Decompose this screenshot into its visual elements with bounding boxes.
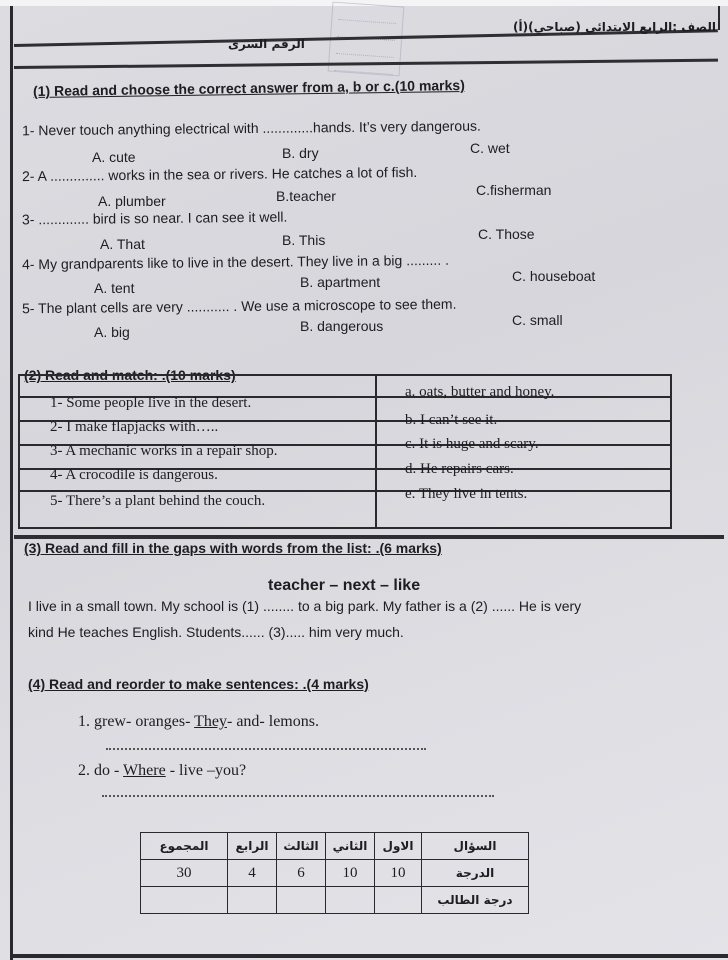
page-border-left <box>10 6 13 960</box>
passage-line-2: kind He teaches English. Students...... (3)..... him very much. <box>28 624 404 640</box>
score-table <box>140 832 529 914</box>
q4-option-a: A. tent <box>94 280 135 296</box>
secret-number-label: الرقم السرى <box>228 37 305 51</box>
match-left-5: 5- There’s a plant behind the couch. <box>50 493 266 509</box>
answer-line-2[interactable] <box>102 795 494 797</box>
q5-option-c: C. small <box>512 312 563 328</box>
q1-option-a: A. cute <box>92 149 136 165</box>
q2-option-b: B.teacher <box>276 188 336 204</box>
item-text: do - <box>94 762 124 779</box>
match-left-1: 1- Some people live in the desert. <box>50 395 252 411</box>
match-left-4: 4- A crocodile is dangerous. <box>50 467 218 483</box>
match-left-3: 3- A mechanic works in a repair shop. <box>50 443 278 459</box>
q4-option-c: C. houseboat <box>512 268 596 284</box>
q4-stem: 4- My grandparents like to live in the desert. They live in a big ......... . <box>21 251 450 273</box>
student-total-cell[interactable] <box>141 887 228 914</box>
grade-first: 10 <box>375 860 422 887</box>
page-border-bottom <box>10 954 728 958</box>
grade-label: الدرجة <box>422 860 529 887</box>
grade-fourth: 4 <box>228 860 277 887</box>
q2-option-c: C.fisherman <box>476 182 552 198</box>
match-table <box>18 374 672 529</box>
answer-line-1[interactable] <box>106 748 426 750</box>
match-right-e: e. They live in tents. <box>405 486 528 502</box>
match-row-line <box>20 490 670 492</box>
item-text: - and- lemons. <box>226 713 319 730</box>
q1-option-c: C. wet <box>470 140 510 156</box>
page-border-right <box>718 6 720 30</box>
q3-stem: 3- ............. bird is so near. I can see it well. <box>21 208 288 228</box>
grade-total: 30 <box>141 860 228 887</box>
q5-option-a: A. big <box>94 324 130 340</box>
word-list: teacher – next – like <box>268 577 421 594</box>
section2-bottom-rule <box>14 535 724 539</box>
header-fourth: الرابع <box>228 833 277 860</box>
header-total: المجموع <box>141 833 228 860</box>
reorder-item-1 <box>78 713 319 731</box>
score-grade-row <box>141 860 529 887</box>
student-fourth-cell[interactable] <box>228 887 277 914</box>
item-text: grew- oranges- <box>94 713 195 730</box>
grade-third: 6 <box>277 860 326 887</box>
grade-second: 10 <box>326 860 375 887</box>
match-right-c: c. It is huge and scary. <box>405 436 539 452</box>
reorder-item-2 <box>78 762 246 780</box>
student-second-cell[interactable] <box>326 887 375 914</box>
q5-stem: 5- The plant cells are very ........... . We use a microscope to see them. <box>21 295 457 317</box>
q4-option-b: B. apartment <box>300 274 381 290</box>
q2-stem: 2- A .............. works in the sea or rivers. He catches a lot of fish. <box>21 163 418 185</box>
student-grade-label: درجة الطالب <box>422 887 529 914</box>
q1-option-b: B. dry <box>282 145 319 161</box>
header-second: الثاني <box>326 833 375 860</box>
item-number: 1. <box>78 713 90 730</box>
q3-option-a: A. That <box>100 236 145 252</box>
section4-title: (4) Read and reorder to make sentences: .(4 marks) <box>28 676 369 692</box>
header-question: السؤال <box>422 833 529 860</box>
item-number: 2. <box>78 762 90 779</box>
item-underlined-word: They <box>194 713 227 730</box>
q5-option-b: B. dangerous <box>300 318 384 334</box>
class-label: الصف :الرابع الابتدائي (صباحي)(أ) <box>513 20 716 34</box>
match-right-a: a. oats, butter and honey. <box>405 384 555 400</box>
item-underlined-word: Where <box>123 762 166 779</box>
match-right-d: d. He repairs cars. <box>405 461 514 477</box>
score-student-row <box>141 887 529 914</box>
passage-line-1: I live in a small town. My school is (1) ........ to a big park. My father is a (2) ...... He is very <box>28 598 582 614</box>
match-right-b: b. I can’t see it. <box>405 412 498 428</box>
q2-option-a: A. plumber <box>98 193 166 209</box>
match-left-2: 2- I make flapjacks with….. <box>50 419 219 435</box>
student-first-cell[interactable] <box>375 887 422 914</box>
header-first: الاول <box>375 833 422 860</box>
section1-title: (1) Read and choose the correct answer from a, b or c.(10 marks) <box>32 76 465 100</box>
q1-stem: 1- Never touch anything electrical with .............hands. It’s very dangerous. <box>21 117 481 139</box>
score-header-row <box>141 833 529 860</box>
item-text: - live –you? <box>165 762 247 779</box>
section2-title: (2) Read and match: .(10 marks) <box>24 367 236 383</box>
header-third: الثالث <box>277 833 326 860</box>
student-third-cell[interactable] <box>277 887 326 914</box>
q3-option-b: B. This <box>282 232 326 248</box>
section3-title: (3) Read and fill in the gaps with words from the list: .(6 marks) <box>24 540 442 556</box>
match-column-divider <box>375 376 377 527</box>
q3-option-c: C. Those <box>478 226 535 242</box>
